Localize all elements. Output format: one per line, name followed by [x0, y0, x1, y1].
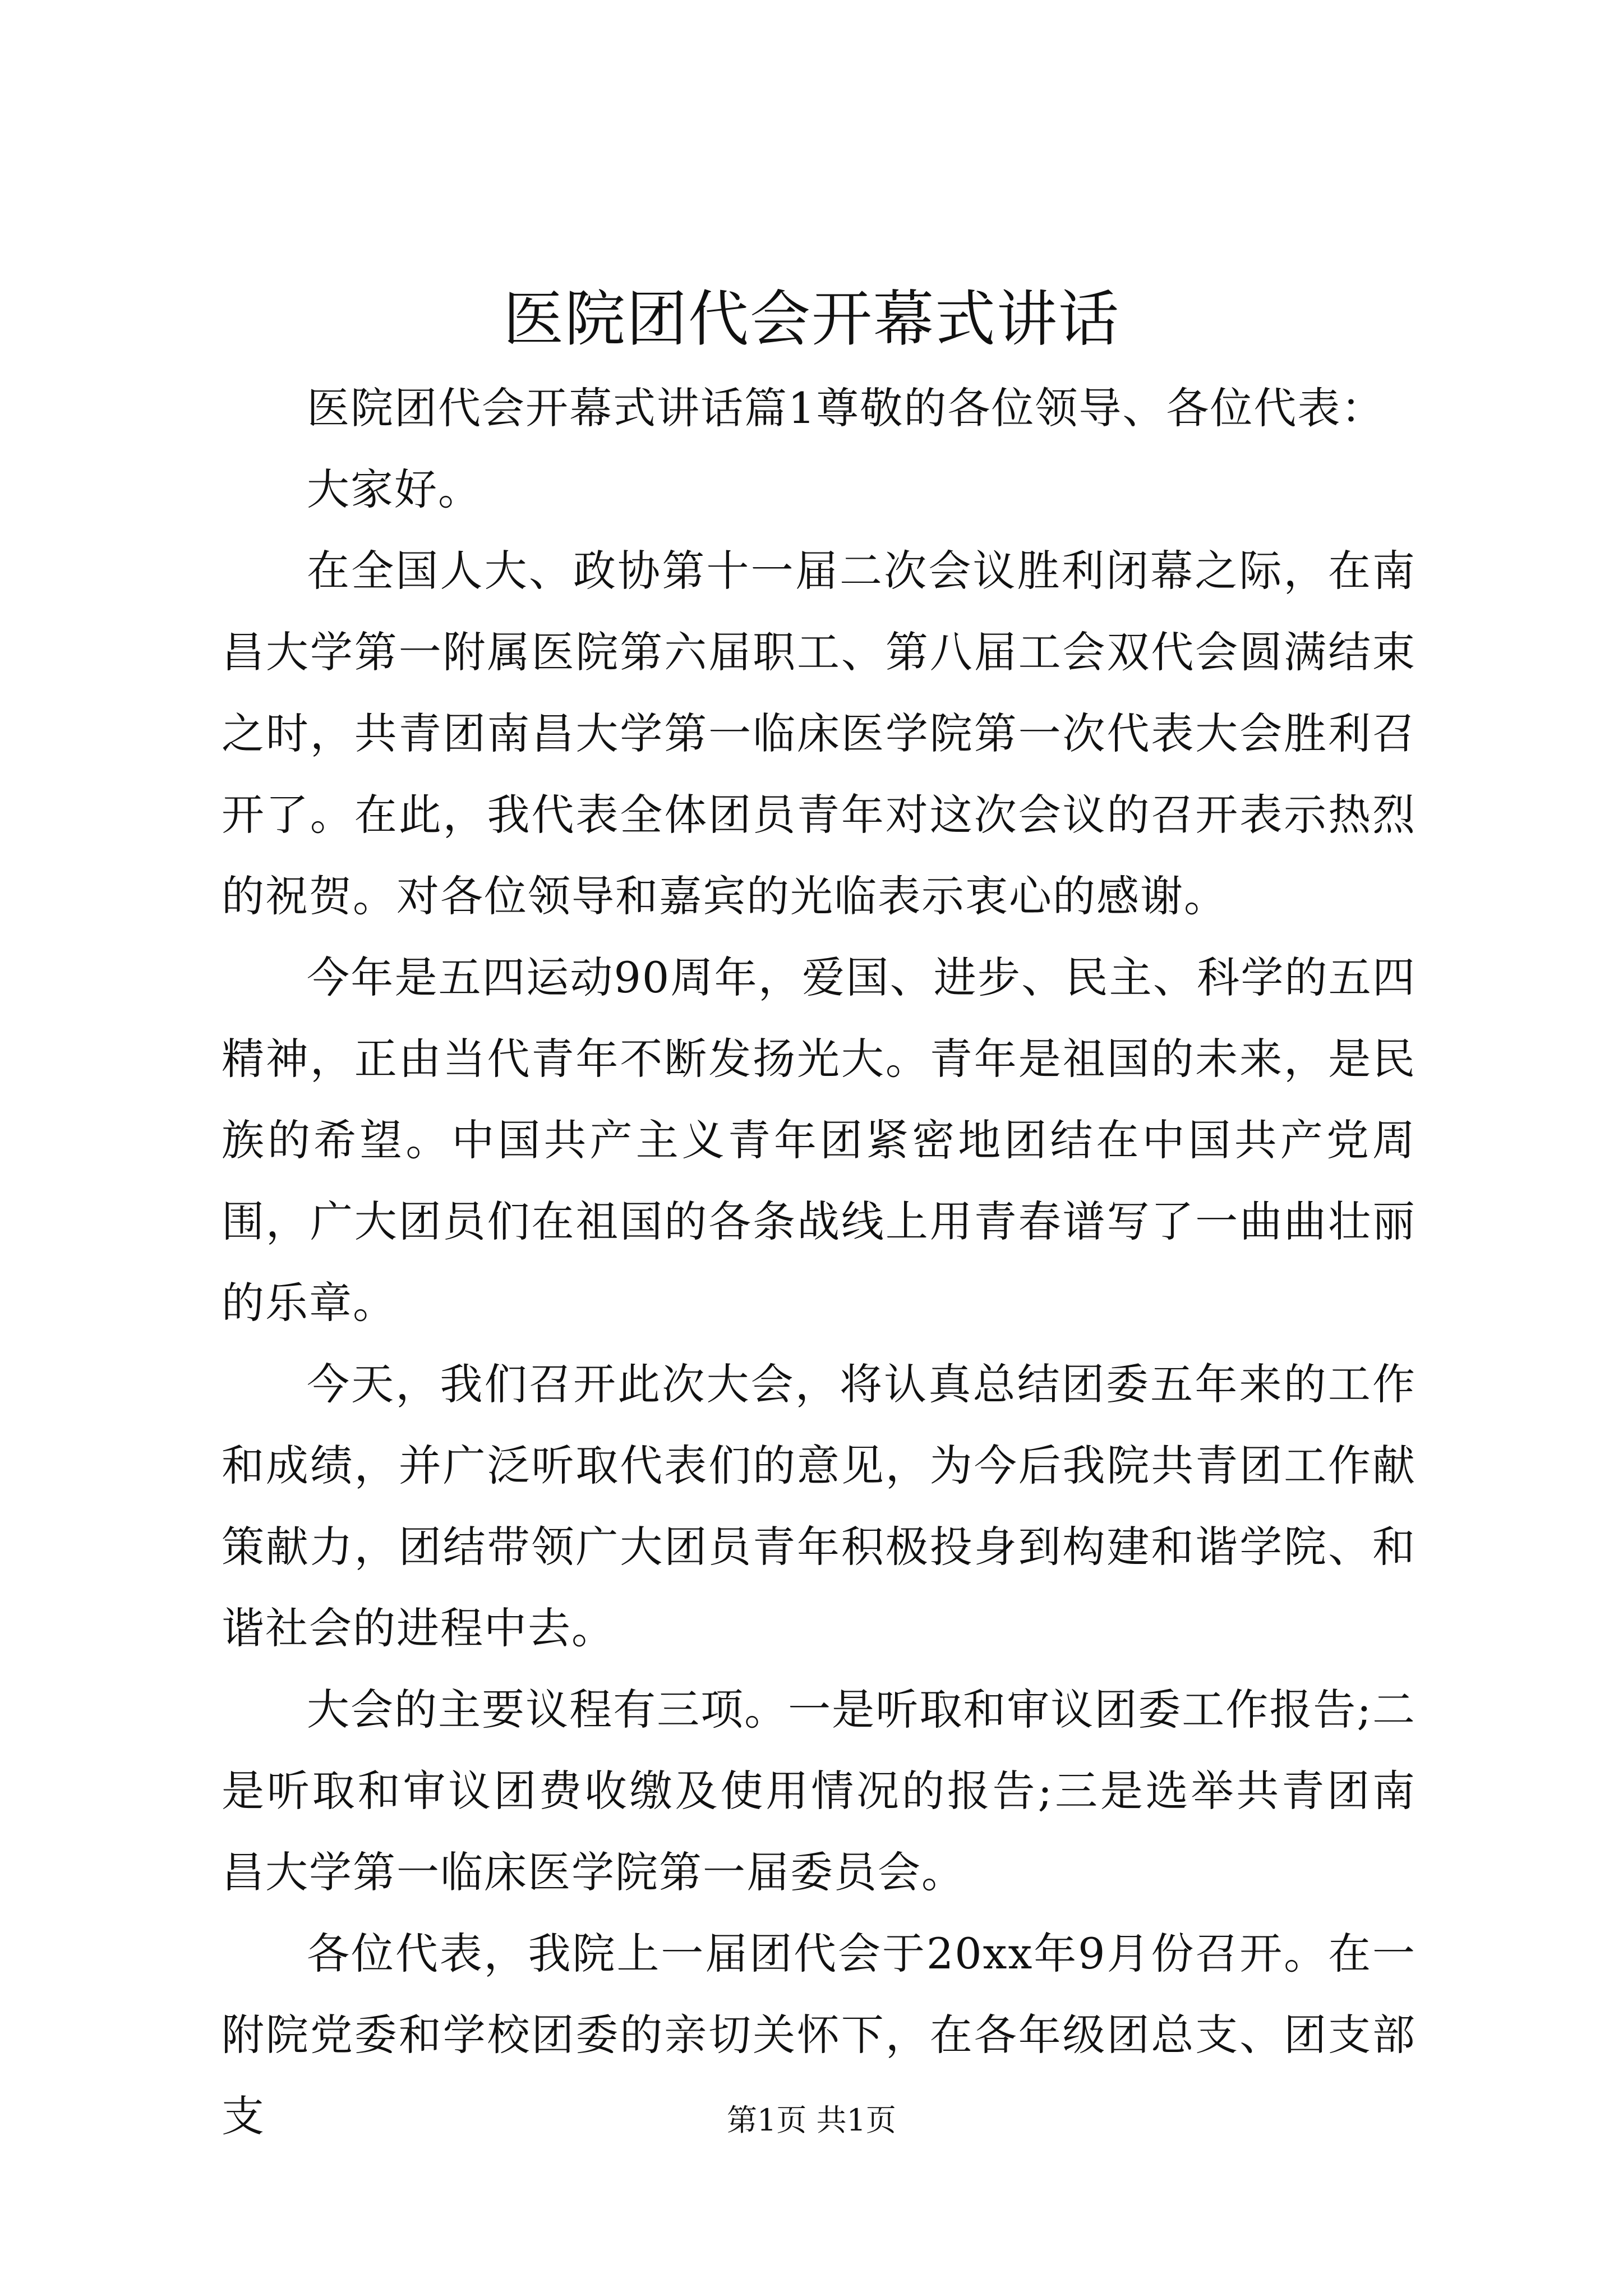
- document-body: [222, 367, 1416, 2157]
- paragraph-6: 大会的主要议程有三项。一是听取和审议团委工作报告;二是听取和审议团费收缴及使用情况的报告;三是选举共青团南昌大学第一临床医学院第一届委员会。: [222, 1685, 1416, 1897]
- paragraph-5: 今天，我们召开此次大会，将认真总结团委五年来的工作和成绩，并广泛听取代表们的意见，为今后我院共青团工作献策献力，团结带领广大团员青年积极投身到构建和谐学院、和谐社会的进程中去。: [222, 1359, 1416, 1653]
- paragraph-2: 大家好。: [307, 464, 482, 514]
- paragraph-7: 各位代表，我院上一届团代会于20xx年9月份召开。在一附院党委和学校团委的亲切关怀下，在各年级团总支、团支部支: [222, 1929, 1416, 2141]
- paragraph-4: 今年是五四运动90周年，爱国、进步、民主、科学的五四精神，正由当代青年不断发扬光大。青年是祖国的未来，是民族的希望。中国共产主义青年团紧密地团结在中国共产党周围，广大团员们在祖国的各条战线上用青春谱写了一曲曲壮丽的乐章。: [222, 953, 1416, 1328]
- paragraph-1: 医院团代会开幕式讲话篇1尊敬的各位领导、各位代表：: [307, 383, 1385, 433]
- paragraph-3: 在全国人大、政协第十一届二次会议胜利闭幕之际，在南昌大学第一附属医院第六届职工、第八届工会双代会圆满结束之时，共青团南昌大学第一临床医学院第一次代表大会胜利召开了。在此，我代表全体团员青年对这次会议的召开表示热烈的祝贺。对各位领导和嘉宾的光临表示衷心的感谢。: [222, 546, 1416, 921]
- document-title: 医院团代会开幕式讲话: [502, 284, 1120, 355]
- page-footer: 第1页 共1页: [727, 2102, 896, 2138]
